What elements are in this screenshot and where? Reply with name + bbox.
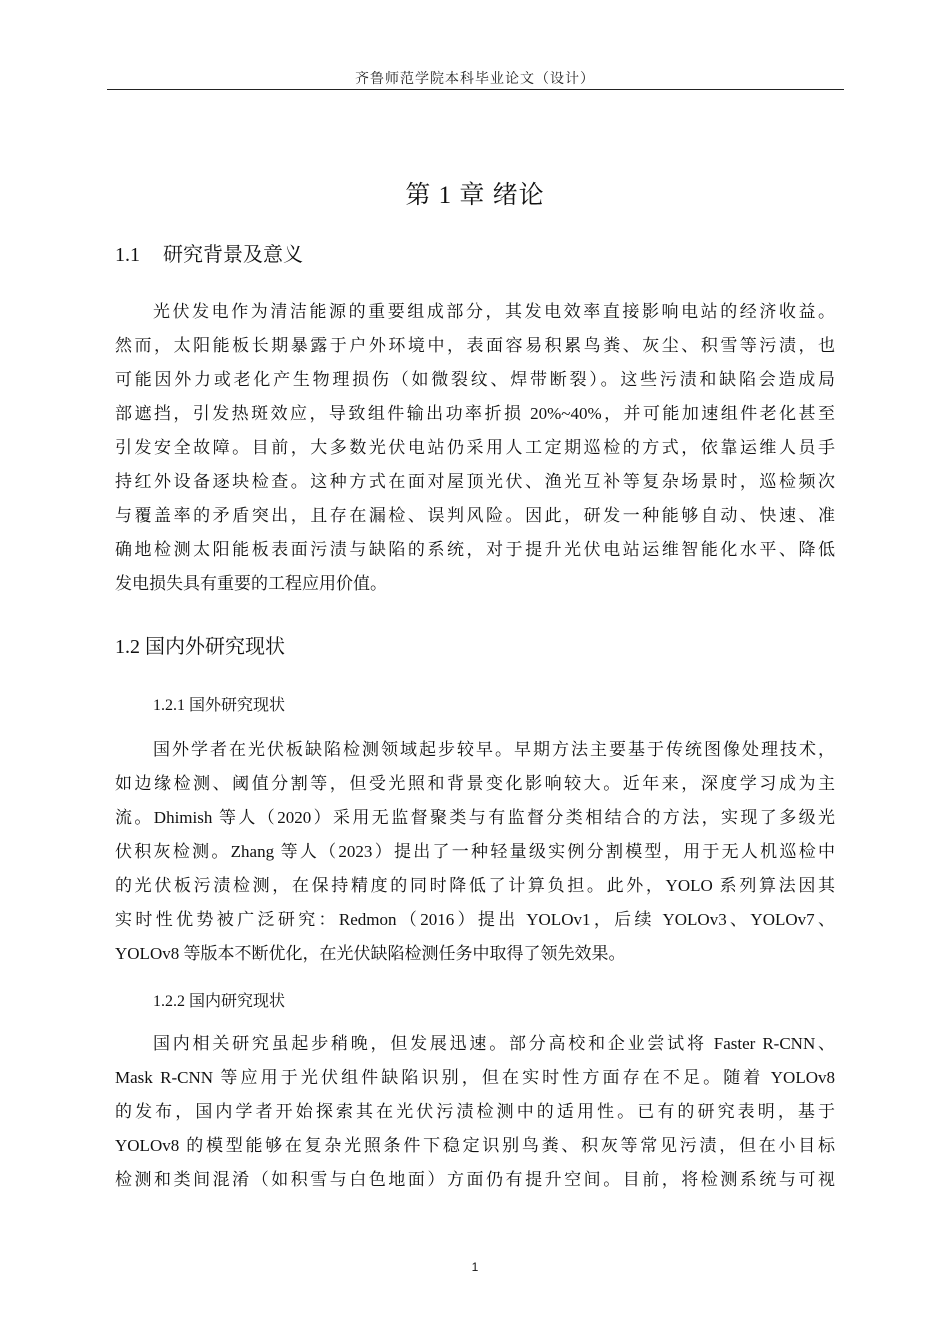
- text-line: 确地检测太阳能板表面污渍与缺陷的系统，对于提升光伏电站运维智能化水平、降低: [115, 540, 835, 559]
- text-line: 流。Dhimish 等人（2020）采用无监督聚类与有监督分类相结合的方法，实现了多级光: [115, 808, 835, 827]
- text-line: 的光伏板污渍检测，在保持精度的同时降低了计算负担。此外，YOLO 系列算法因其: [115, 876, 835, 895]
- section-heading-1-1: [115, 238, 303, 267]
- text-line: 伏积灰检测。Zhang 等人（2023）提出了一种轻量级实例分割模型，用于无人机巡检中: [115, 842, 835, 861]
- text-line: 如边缘检测、阈值分割等，但受光照和背景变化影响较大。近年来，深度学习成为主: [115, 774, 835, 793]
- subsection-heading-1-2-1: 1.2.1 国外研究现状: [153, 697, 286, 714]
- text-line: 的发布，国内学者开始探索其在光伏污渍检测中的适用性。已有的研究表明，基于: [115, 1102, 835, 1121]
- text-line: 然而，太阳能板长期暴露于户外环境中，表面容易积累鸟粪、灰尘、积雪等污渍，也: [115, 336, 835, 355]
- section-title: 研究背景及意义: [163, 244, 303, 266]
- text-line: 国外学者在光伏板缺陷检测领域起步较早。早期方法主要基于传统图像处理技术，: [153, 740, 835, 759]
- page-header-title: 齐鲁师范学院本科毕业论文（设计）: [355, 72, 595, 87]
- section-number: 1.1: [115, 244, 140, 266]
- text-line: 检测和类间混淆（如积雪与白色地面）方面仍有提升空间。目前，将检测系统与可视: [115, 1170, 835, 1189]
- text-line: 与覆盖率的矛盾突出，且存在漏检、误判风险。因此，研发一种能够自动、快速、准: [115, 506, 835, 525]
- chapter-title: 第 1 章 绪论: [405, 181, 545, 209]
- text-line: 持红外设备逐块检查。这种方式在面对屋顶光伏、渔光互补等复杂场景时，巡检频次: [115, 472, 835, 491]
- page-number: 1: [471, 1260, 479, 1274]
- paragraph-domestic-research: [115, 1027, 835, 1197]
- text-line: YOLOv8 的模型能够在复杂光照条件下稳定识别鸟粪、积灰等常见污渍，但在小目标: [115, 1136, 835, 1155]
- paragraph-foreign-research: [115, 733, 835, 971]
- paragraph-research-background: [115, 295, 835, 601]
- header-divider: [107, 89, 844, 90]
- text-line: 部遮挡，引发热斑效应，导致组件输出功率折损 20%~40%，并可能加速组件老化甚至: [115, 404, 835, 423]
- text-line: 引发安全故障。目前，大多数光伏电站仍采用人工定期巡检的方式，依靠运维人员手: [115, 438, 835, 457]
- section-heading-1-2: 1.2 国内外研究现状: [115, 636, 285, 658]
- text-line: YOLOv8 等版本不断优化，在光伏缺陷检测任务中取得了领先效果。: [115, 944, 626, 963]
- subsection-heading-1-2-2: 1.2.2 国内研究现状: [153, 993, 286, 1010]
- text-line: 国内相关研究虽起步稍晚，但发展迅速。部分高校和企业尝试将 Faster R-CNN、: [153, 1034, 835, 1053]
- text-line: Mask R-CNN 等应用于光伏组件缺陷识别，但在实时性方面存在不足。随着 YOLOv8: [115, 1068, 835, 1087]
- text-line: 光伏发电作为清洁能源的重要组成部分，其发电效率直接影响电站的经济收益。: [153, 302, 835, 321]
- text-line: 实时性优势被广泛研究：Redmon（2016）提出 YOLOv1，后续 YOLOv3、YOLOv7、: [115, 910, 835, 929]
- text-line: 发电损失具有重要的工程应用价值。: [115, 574, 387, 593]
- text-line: 可能因外力或老化产生物理损伤（如微裂纹、焊带断裂）。这些污渍和缺陷会造成局: [115, 370, 835, 389]
